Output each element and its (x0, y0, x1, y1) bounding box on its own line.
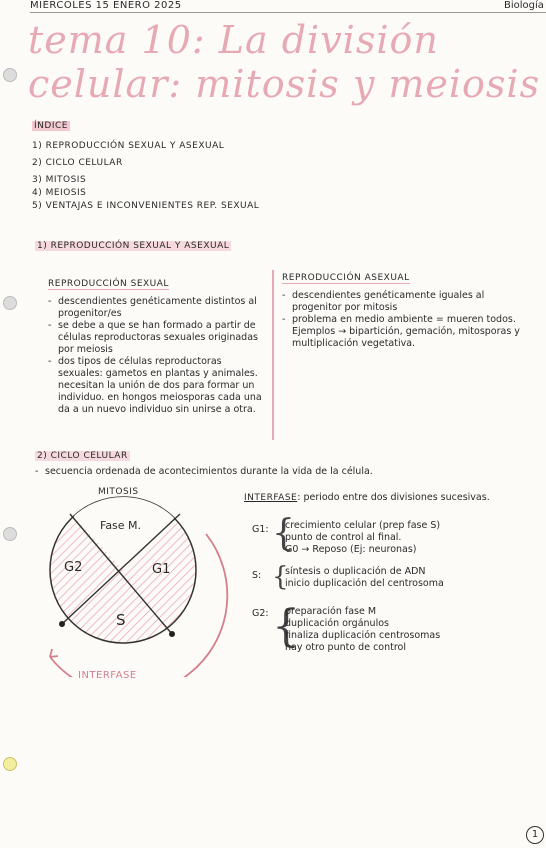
indice-item: 3) MITOSIS (32, 175, 87, 185)
sexual-bullet: - dos tipos de células reproductoras sexuales: gametos en plantas y animales. necesitan la unión de dos para formar un individuo. en hongos meiosporas cada una da a un nuevo individuo sin unirse a otra. (48, 356, 266, 416)
mitosis-label: MITOSIS (98, 487, 139, 497)
binder-hole (3, 296, 17, 310)
asexual-bullets (282, 290, 532, 350)
phase-s-label: S (116, 611, 126, 629)
binder-hole (3, 68, 17, 82)
section2-definition: - secuencia ordenada de acontecimientos durante la vida de la célula. (35, 466, 525, 478)
sexual-bullet: - descendientes genéticamente distintos al progenitor/es (48, 296, 266, 320)
section2-heading: 2) CICLO CELULAR (37, 451, 128, 461)
page-title-line2: celular: mitosis y meiosis (28, 62, 541, 106)
page-title-line1: tema 10: La división (28, 18, 439, 62)
section1-heading: 1) REPRODUCCIÓN SEXUAL Y ASEXUAL (37, 241, 230, 251)
header-rule (30, 12, 546, 13)
s-label: S: (252, 570, 262, 581)
column-divider (272, 270, 274, 440)
header-date: MIÉRCOLES 15 ENERO 2025 (30, 0, 182, 11)
binder-hole (3, 757, 17, 771)
indice-item: 2) CICLO CELULAR (32, 158, 123, 168)
g2-details: preparación fase M duplicación orgánulos finaliza duplicación centrosomas hay otro punto de control (285, 606, 441, 653)
sexual-bullet: - se debe a que se han formado a partir de células reproductoras sexuales originadas por meiosis (48, 320, 266, 356)
g1-brace: { (272, 513, 295, 554)
asexual-bullet: - problema en medio ambiente = mueren todos. Ejemplos → bipartición, gemación, mitosporas y multiplicación vegetativa. (282, 314, 532, 350)
indice-item: 4) MEIOSIS (32, 188, 87, 198)
asexual-title: REPRODUCCIÓN ASEXUAL (282, 273, 410, 283)
interfase-diagram-label: INTERFASE (78, 670, 137, 681)
g1-label: G1: (252, 524, 269, 535)
g1-details: crecimiento celular (prep fase S) punto de control al final. G0 → Reposo (Ej: neuronas) (285, 520, 441, 555)
s-brace: { (272, 562, 289, 592)
interfase-definition: INTERFASE: periodo entre dos divisiones sucesivas. (244, 492, 490, 503)
s-details: síntesis o duplicación de ADN inicio duplicación del centrosoma (285, 566, 444, 589)
g2-brace: { (272, 601, 300, 652)
asexual-bullet: - descendientes genéticamente iguales al progenitor por mitosis (282, 290, 532, 314)
phase-g2-label: G2 (64, 560, 83, 575)
phase-g1-label: G1 (152, 562, 171, 577)
g2-label: G2: (252, 608, 269, 619)
indice-list (32, 140, 259, 212)
indice-item: 1) REPRODUCCIÓN SEXUAL Y ASEXUAL (32, 141, 225, 151)
phase-m-label: Fase M. (100, 519, 142, 532)
sexual-title: REPRODUCCIÓN SEXUAL (48, 279, 169, 289)
page-number: 1 (526, 826, 544, 844)
sexual-bullets (48, 296, 266, 416)
indice-label: ÍNDICE (34, 121, 68, 131)
header-subject: Biología (504, 0, 544, 11)
binder-hole (3, 527, 17, 541)
indice-item: 5) VENTAJAS E INCONVENIENTES REP. SEXUAL (32, 201, 260, 211)
